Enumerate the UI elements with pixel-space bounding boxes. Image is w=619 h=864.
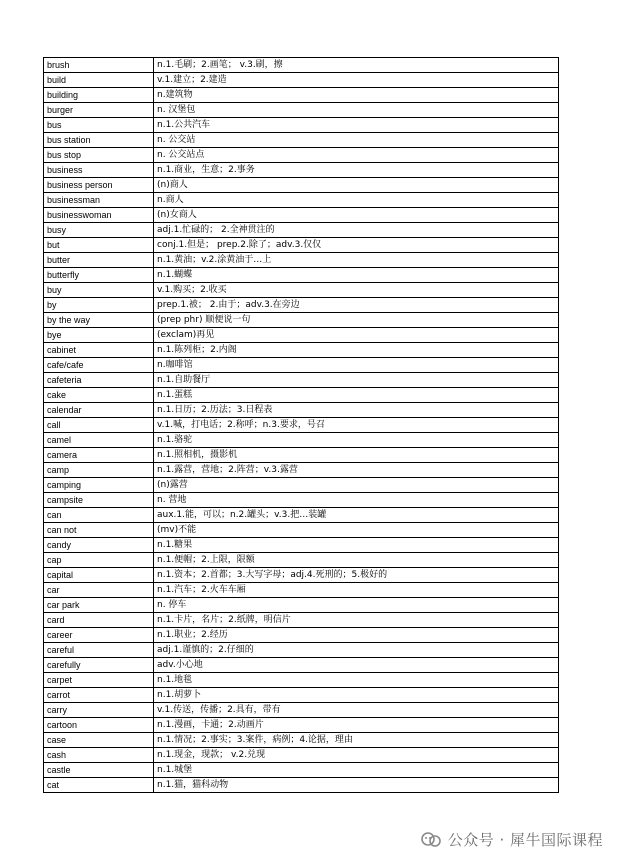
table-row: [44, 778, 559, 793]
table-row: [44, 418, 559, 433]
word-cell: cafeteria: [44, 373, 154, 388]
word-cell: burger: [44, 103, 154, 118]
table-row: [44, 748, 559, 763]
table-row: [44, 538, 559, 553]
table-row: [44, 268, 559, 283]
table-row: [44, 313, 559, 328]
table-row: [44, 553, 559, 568]
definition-cell: n.1.蛋糕: [154, 388, 559, 403]
wechat-official-account-icon: [420, 831, 442, 849]
definition-cell: n.1.地毯: [154, 673, 559, 688]
word-cell: castle: [44, 763, 154, 778]
definition-cell: n.1.毛刷；2.画笔； v.3.刷，擦: [154, 58, 559, 73]
watermark-text: 公众号 · 犀牛国际课程: [447, 831, 603, 849]
table-row: [44, 283, 559, 298]
word-cell: case: [44, 733, 154, 748]
table-row: [44, 628, 559, 643]
definition-cell: n. 公交站点: [154, 148, 559, 163]
table-row: [44, 463, 559, 478]
definition-cell: n.1.情况；2.事实；3.案件，病例；4.论据，理由: [154, 733, 559, 748]
definition-cell: n.咖啡馆: [154, 358, 559, 373]
definition-cell: aux.1.能，可以；n.2.罐头；v.3.把…装罐: [154, 508, 559, 523]
word-cell: by: [44, 298, 154, 313]
table-row: [44, 163, 559, 178]
watermark: [420, 829, 603, 850]
definition-cell: n.建筑物: [154, 88, 559, 103]
word-cell: butter: [44, 253, 154, 268]
definition-cell: n.1.公共汽车: [154, 118, 559, 133]
word-cell: business: [44, 163, 154, 178]
definition-cell: v.1.购买；2.收买: [154, 283, 559, 298]
word-cell: carpet: [44, 673, 154, 688]
word-cell: businesswoman: [44, 208, 154, 223]
definition-cell: n.1.糖果: [154, 538, 559, 553]
table-row: [44, 178, 559, 193]
definition-cell: n.1.漫画，卡通；2.动画片: [154, 718, 559, 733]
word-cell: cash: [44, 748, 154, 763]
word-cell: bye: [44, 328, 154, 343]
word-cell: careful: [44, 643, 154, 658]
table-row: [44, 358, 559, 373]
definition-cell: n. 停车: [154, 598, 559, 613]
definition-cell: conj.1.但是； prep.2.除了；adv.3.仅仅: [154, 238, 559, 253]
definition-cell: (exclam)再见: [154, 328, 559, 343]
table-row: [44, 73, 559, 88]
word-cell: build: [44, 73, 154, 88]
table-row: [44, 583, 559, 598]
table-row: [44, 478, 559, 493]
definition-cell: n.1.自助餐厅: [154, 373, 559, 388]
table-row: [44, 493, 559, 508]
definition-cell: v.1.传送，传播；2.具有，带有: [154, 703, 559, 718]
table-row: [44, 343, 559, 358]
definition-cell: adj.1.忙碌的； 2.全神贯注的: [154, 223, 559, 238]
word-cell: cat: [44, 778, 154, 793]
word-cell: card: [44, 613, 154, 628]
definition-cell: n.1.日历；2.历法；3.日程表: [154, 403, 559, 418]
table-row: [44, 763, 559, 778]
table-row: [44, 253, 559, 268]
word-cell: candy: [44, 538, 154, 553]
word-cell: carefully: [44, 658, 154, 673]
definition-cell: n. 汉堡包: [154, 103, 559, 118]
table-row: [44, 298, 559, 313]
definition-cell: n.1.现金，现款； v.2.兑现: [154, 748, 559, 763]
word-cell: businessman: [44, 193, 154, 208]
definition-cell: n.1.露营，营地；2.阵营；v.3.露营: [154, 463, 559, 478]
definition-cell: (n)露营: [154, 478, 559, 493]
table-row: [44, 88, 559, 103]
table-row: [44, 223, 559, 238]
table-row: [44, 118, 559, 133]
definition-cell: n. 公交站: [154, 133, 559, 148]
word-cell: busy: [44, 223, 154, 238]
definition-cell: v.1.建立；2.建造: [154, 73, 559, 88]
table-row: [44, 403, 559, 418]
table-row: [44, 733, 559, 748]
word-cell: but: [44, 238, 154, 253]
definition-cell: n.1.城堡: [154, 763, 559, 778]
vocabulary-table: [43, 57, 559, 793]
table-row: [44, 718, 559, 733]
definition-cell: (prep phr) 顺便说一句: [154, 313, 559, 328]
table-row: [44, 643, 559, 658]
word-cell: career: [44, 628, 154, 643]
definition-cell: n. 营地: [154, 493, 559, 508]
definition-cell: v.1.喊，打电话；2.称呼；n.3.要求，号召: [154, 418, 559, 433]
table-row: [44, 448, 559, 463]
word-cell: butterfly: [44, 268, 154, 283]
word-cell: bus stop: [44, 148, 154, 163]
word-cell: car: [44, 583, 154, 598]
word-cell: building: [44, 88, 154, 103]
definition-cell: adv.小心地: [154, 658, 559, 673]
word-cell: camp: [44, 463, 154, 478]
word-cell: buy: [44, 283, 154, 298]
word-cell: camera: [44, 448, 154, 463]
definition-cell: n.1.胡萝卜: [154, 688, 559, 703]
definition-cell: n.1.职业；2.经历: [154, 628, 559, 643]
definition-cell: n.1.蝴蝶: [154, 268, 559, 283]
word-cell: cake: [44, 388, 154, 403]
word-cell: bus station: [44, 133, 154, 148]
table-row: [44, 613, 559, 628]
word-cell: cafe/cafe: [44, 358, 154, 373]
definition-cell: n.1.黄油；v.2.涂黄油于…上: [154, 253, 559, 268]
word-cell: bus: [44, 118, 154, 133]
word-cell: by the way: [44, 313, 154, 328]
definition-cell: n.商人: [154, 193, 559, 208]
word-cell: camel: [44, 433, 154, 448]
word-cell: cartoon: [44, 718, 154, 733]
word-cell: campsite: [44, 493, 154, 508]
table-row: [44, 673, 559, 688]
definition-cell: prep.1.被； 2.由于；adv.3.在旁边: [154, 298, 559, 313]
definition-cell: n.1.骆驼: [154, 433, 559, 448]
definition-cell: n.1.汽车；2.火车车厢: [154, 583, 559, 598]
word-cell: call: [44, 418, 154, 433]
definition-cell: n.1.资本；2.首都；3.大写字母；adj.4.死刑的；5.极好的: [154, 568, 559, 583]
definition-cell: n.1.商业，生意；2.事务: [154, 163, 559, 178]
table-row: [44, 688, 559, 703]
definition-cell: adj.1.谨慎的；2.仔细的: [154, 643, 559, 658]
word-cell: cap: [44, 553, 154, 568]
word-cell: carry: [44, 703, 154, 718]
word-cell: business person: [44, 178, 154, 193]
table-row: [44, 373, 559, 388]
table-row: [44, 658, 559, 673]
definition-cell: n.1.照相机，摄影机: [154, 448, 559, 463]
definition-cell: n.1.卡片，名片；2.纸牌，明信片: [154, 613, 559, 628]
table-row: [44, 58, 559, 73]
table-row: [44, 103, 559, 118]
word-cell: brush: [44, 58, 154, 73]
definition-cell: n.1.陈列柜；2.内阁: [154, 343, 559, 358]
word-cell: carrot: [44, 688, 154, 703]
definition-cell: n.1.猫，猫科动物: [154, 778, 559, 793]
word-cell: car park: [44, 598, 154, 613]
definition-cell: (mv)不能: [154, 523, 559, 538]
word-cell: can not: [44, 523, 154, 538]
table-row: [44, 193, 559, 208]
word-cell: cabinet: [44, 343, 154, 358]
table-row: [44, 148, 559, 163]
table-row: [44, 433, 559, 448]
vocabulary-table-body: [44, 58, 559, 793]
definition-cell: n.1.便帽；2.上限，限额: [154, 553, 559, 568]
table-row: [44, 703, 559, 718]
word-cell: capital: [44, 568, 154, 583]
definition-cell: (n)商人: [154, 178, 559, 193]
definition-cell: (n)女商人: [154, 208, 559, 223]
table-row: [44, 208, 559, 223]
word-cell: calendar: [44, 403, 154, 418]
table-row: [44, 598, 559, 613]
word-cell: camping: [44, 478, 154, 493]
table-row: [44, 388, 559, 403]
table-row: [44, 328, 559, 343]
table-row: [44, 238, 559, 253]
table-row: [44, 508, 559, 523]
word-cell: can: [44, 508, 154, 523]
table-row: [44, 523, 559, 538]
table-row: [44, 568, 559, 583]
table-row: [44, 133, 559, 148]
